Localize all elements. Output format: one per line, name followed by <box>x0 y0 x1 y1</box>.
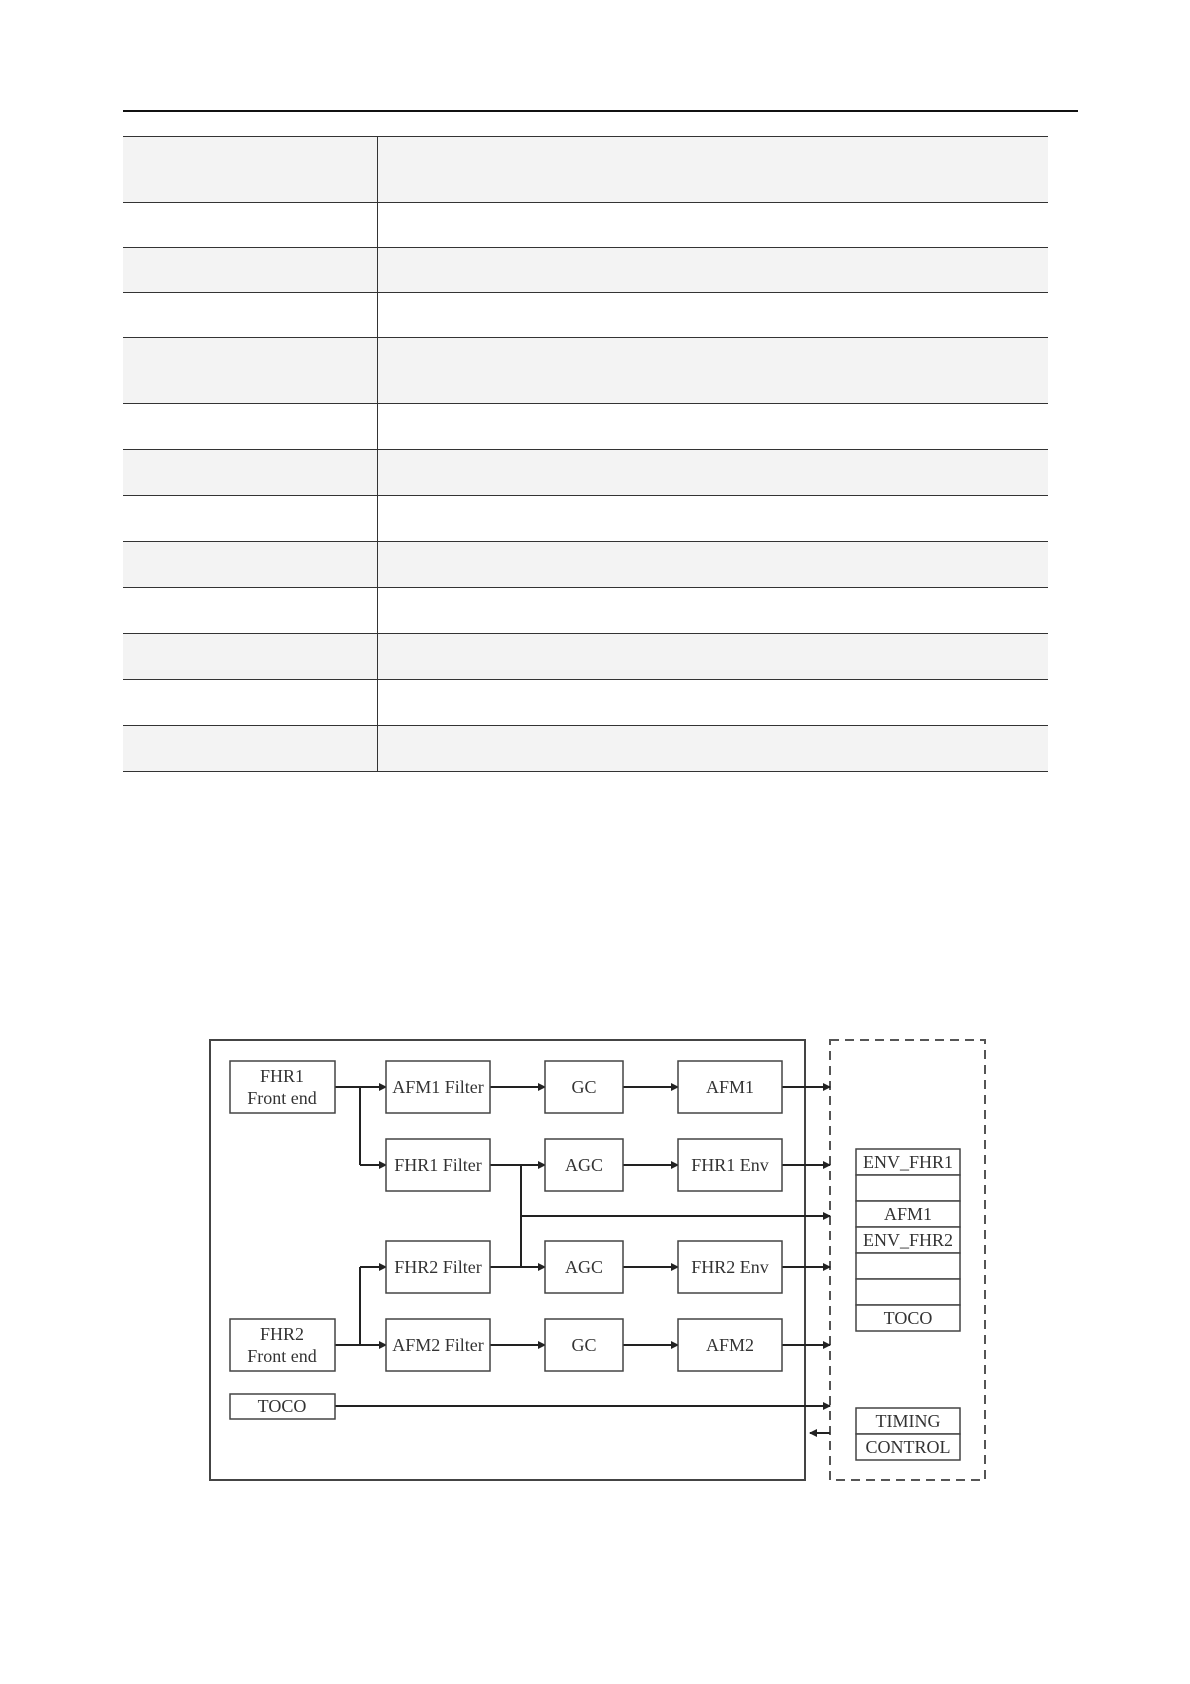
table-cell-label <box>123 634 378 680</box>
table-row <box>123 293 1048 338</box>
table-cell-label <box>123 588 378 634</box>
afm1-filter-block <box>386 1061 490 1113</box>
afm2-filter-block <box>386 1319 490 1371</box>
table-cell-label <box>123 137 378 203</box>
table-cell-value <box>378 634 1049 680</box>
header-rule <box>123 110 1078 112</box>
table-row <box>123 496 1048 542</box>
table-row <box>123 203 1048 248</box>
fhr2-filter-label: FHR2 Filter <box>394 1257 482 1277</box>
agc-top-block <box>545 1139 623 1191</box>
table-row <box>123 588 1048 634</box>
table-cell-label <box>123 338 378 404</box>
block-diagram-svg <box>200 1030 1000 1490</box>
toco-input-block <box>230 1394 335 1419</box>
fhr2-env-block <box>678 1241 782 1293</box>
fhr2-front-end-line1: FHR2 <box>259 1324 305 1344</box>
fhr1-front-end-line1: FHR1 <box>259 1066 305 1086</box>
fhr2-filter-block <box>386 1241 490 1293</box>
afm2-output-block <box>678 1319 782 1371</box>
fhr2-env-label: FHR2 Env <box>691 1257 769 1277</box>
fhr1-filter-label: FHR1 Filter <box>394 1155 482 1175</box>
stack-env-fhr2: ENV_FHR2 <box>862 1230 954 1250</box>
table-row <box>123 680 1048 726</box>
gc-bottom-label: GC <box>571 1335 597 1355</box>
stack-env-fhr1: ENV_FHR1 <box>862 1152 954 1172</box>
gc-top-block <box>545 1061 623 1113</box>
afm1-output-label: AFM1 <box>705 1077 755 1097</box>
fhr1-env-block <box>678 1139 782 1191</box>
table-row <box>123 450 1048 496</box>
table-cell-label <box>123 726 378 772</box>
table-cell-label <box>123 248 378 293</box>
table-cell-value <box>378 450 1049 496</box>
fhr1-front-end-block <box>230 1061 335 1113</box>
table-cell-label <box>123 680 378 726</box>
afm1-filter-label: AFM1 Filter <box>392 1077 484 1097</box>
table-row <box>123 404 1048 450</box>
gc-top-label: GC <box>571 1077 597 1097</box>
stack-toco: TOCO <box>883 1308 933 1328</box>
table-row <box>123 338 1048 404</box>
table-cell-label <box>123 293 378 338</box>
afm2-output-label: AFM2 <box>705 1335 755 1355</box>
table-row <box>123 137 1048 203</box>
table-row <box>123 634 1048 680</box>
table-cell-value <box>378 542 1049 588</box>
table-cell-value <box>378 496 1049 542</box>
spec-table <box>123 136 1048 772</box>
agc-bottom-block <box>545 1241 623 1293</box>
register-stack <box>856 1149 960 1331</box>
table-cell-value <box>378 137 1049 203</box>
table-row <box>123 726 1048 772</box>
table-cell-label <box>123 450 378 496</box>
table-cell-label <box>123 404 378 450</box>
table-cell-value <box>378 726 1049 772</box>
table-cell-value <box>378 248 1049 293</box>
table-row <box>123 542 1048 588</box>
table-cell-value <box>378 293 1049 338</box>
fhr1-env-label: FHR1 Env <box>691 1155 769 1175</box>
table-cell-value <box>378 203 1049 248</box>
fhr1-filter-block <box>386 1139 490 1191</box>
table-cell-value <box>378 588 1049 634</box>
agc-top-label: AGC <box>564 1155 604 1175</box>
table-cell-label <box>123 542 378 588</box>
afm1-output-block <box>678 1061 782 1113</box>
stack-afm1: AFM1 <box>883 1204 933 1224</box>
table-cell-value <box>378 338 1049 404</box>
timing-control-block <box>856 1408 960 1460</box>
fhr1-front-end-line2: Front end <box>247 1088 317 1108</box>
fhr2-front-end-block <box>230 1319 335 1371</box>
afm2-filter-label: AFM2 Filter <box>392 1335 484 1355</box>
table-cell-value <box>378 680 1049 726</box>
agc-bottom-label: AGC <box>564 1257 604 1277</box>
table-row <box>123 248 1048 293</box>
fhr2-front-end-line2: Front end <box>247 1346 317 1366</box>
table-cell-value <box>378 404 1049 450</box>
gc-bottom-block <box>545 1319 623 1371</box>
table-cell-label <box>123 496 378 542</box>
toco-input-label: TOCO <box>257 1396 307 1416</box>
block-diagram <box>200 1030 1000 1490</box>
timing-control-line2: CONTROL <box>865 1437 951 1457</box>
table-cell-label <box>123 203 378 248</box>
timing-control-line1: TIMING <box>875 1411 941 1431</box>
